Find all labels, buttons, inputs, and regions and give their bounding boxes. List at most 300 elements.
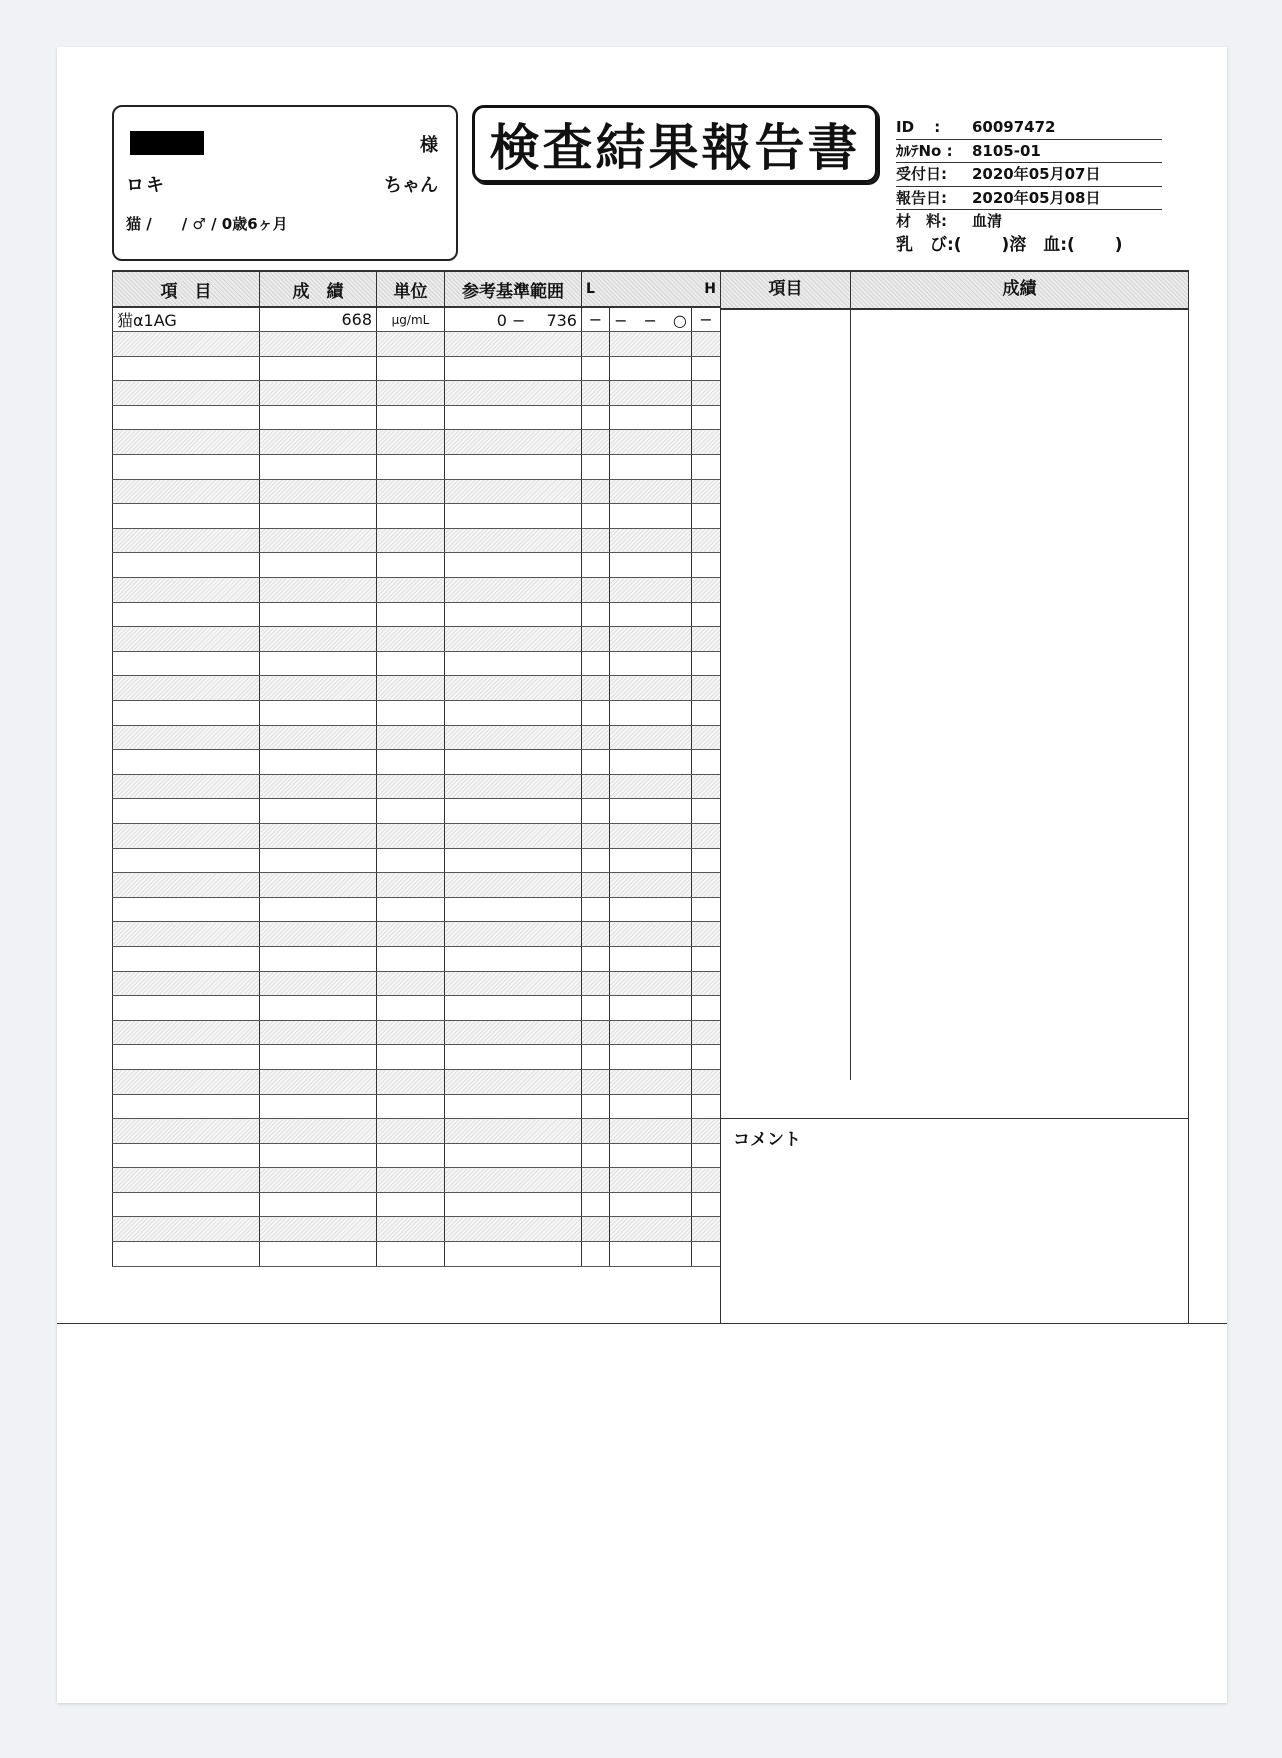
table-row bbox=[113, 578, 721, 603]
empty-cell bbox=[692, 1094, 721, 1119]
empty-cell bbox=[377, 1192, 445, 1217]
redacted-owner-name bbox=[130, 131, 204, 155]
empty-cell bbox=[377, 381, 445, 406]
table-row bbox=[113, 1192, 721, 1217]
empty-cell bbox=[377, 799, 445, 824]
empty-cell bbox=[692, 553, 721, 578]
side-header bbox=[721, 272, 1188, 310]
empty-cell bbox=[692, 1143, 721, 1168]
report-meta bbox=[896, 116, 1162, 234]
empty-cell bbox=[113, 1020, 260, 1045]
empty-cell bbox=[692, 332, 721, 357]
empty-cell bbox=[445, 971, 582, 996]
empty-cell bbox=[113, 1045, 260, 1070]
empty-cell bbox=[692, 479, 721, 504]
empty-cell bbox=[445, 1242, 582, 1267]
empty-cell bbox=[582, 1020, 610, 1045]
empty-cell bbox=[445, 922, 582, 947]
empty-cell bbox=[260, 1045, 377, 1070]
empty-cell bbox=[610, 504, 692, 529]
results-table bbox=[112, 270, 721, 1267]
empty-cell bbox=[260, 430, 377, 455]
empty-cell bbox=[445, 381, 582, 406]
table-row bbox=[113, 430, 721, 455]
meta-label: 報告日: bbox=[896, 188, 947, 207]
empty-cell bbox=[582, 823, 610, 848]
empty-cell bbox=[377, 479, 445, 504]
empty-cell bbox=[445, 578, 582, 603]
empty-cell bbox=[582, 971, 610, 996]
empty-cell bbox=[692, 725, 721, 750]
lipemia-hemolysis: 乳 び:( )溶 血:( ) bbox=[896, 235, 1123, 255]
empty-cell bbox=[377, 332, 445, 357]
table-row bbox=[113, 799, 721, 824]
empty-cell bbox=[445, 750, 582, 775]
table-row bbox=[113, 1020, 721, 1045]
meta-value: 血清 bbox=[972, 212, 1003, 230]
empty-cell bbox=[692, 996, 721, 1021]
table-row bbox=[113, 971, 721, 996]
empty-cell bbox=[113, 405, 260, 430]
empty-cell bbox=[610, 528, 692, 553]
empty-cell bbox=[260, 774, 377, 799]
empty-cell bbox=[113, 553, 260, 578]
empty-cell bbox=[582, 1069, 610, 1094]
empty-cell bbox=[610, 1168, 692, 1193]
row-result: 668 bbox=[260, 307, 377, 332]
empty-cell bbox=[377, 996, 445, 1021]
table-row bbox=[113, 676, 721, 701]
empty-cell bbox=[260, 1242, 377, 1267]
empty-cell bbox=[692, 922, 721, 947]
table-row bbox=[113, 455, 721, 480]
table-row bbox=[113, 996, 721, 1021]
empty-cell bbox=[445, 1094, 582, 1119]
empty-cell bbox=[377, 1119, 445, 1144]
empty-cell bbox=[445, 799, 582, 824]
side-body bbox=[721, 310, 1188, 1080]
table-row bbox=[113, 553, 721, 578]
empty-cell bbox=[113, 701, 260, 726]
meta-label: ｶﾙﾃNo : bbox=[896, 141, 953, 160]
empty-cell bbox=[610, 627, 692, 652]
pet-suffix: ちゃん bbox=[384, 175, 438, 196]
table-row bbox=[113, 651, 721, 676]
empty-cell bbox=[113, 676, 260, 701]
empty-cell bbox=[610, 602, 692, 627]
empty-cell bbox=[377, 750, 445, 775]
empty-cell bbox=[582, 1192, 610, 1217]
empty-cell bbox=[113, 1168, 260, 1193]
table-row bbox=[113, 848, 721, 873]
table-row bbox=[113, 356, 721, 381]
empty-cell bbox=[445, 627, 582, 652]
empty-cell bbox=[582, 405, 610, 430]
row-item: 猫α1AG bbox=[113, 307, 260, 332]
report-title-box bbox=[472, 105, 878, 183]
empty-cell bbox=[377, 651, 445, 676]
empty-cell bbox=[377, 1242, 445, 1267]
empty-cell bbox=[377, 873, 445, 898]
empty-cell bbox=[610, 1020, 692, 1045]
empty-cell bbox=[610, 946, 692, 971]
empty-cell bbox=[377, 1069, 445, 1094]
empty-cell bbox=[445, 1045, 582, 1070]
table-row bbox=[113, 504, 721, 529]
empty-cell bbox=[260, 971, 377, 996]
table-row bbox=[113, 1119, 721, 1144]
empty-cell bbox=[260, 553, 377, 578]
empty-cell bbox=[582, 504, 610, 529]
empty-cell bbox=[377, 823, 445, 848]
empty-cell bbox=[582, 1168, 610, 1193]
row-range: 0 − 736 bbox=[445, 307, 582, 332]
empty-cell bbox=[113, 1069, 260, 1094]
results-header-row bbox=[113, 271, 721, 307]
table-row bbox=[113, 701, 721, 726]
row-indicator: − − ○ bbox=[610, 307, 692, 332]
empty-cell bbox=[582, 553, 610, 578]
table-row bbox=[113, 750, 721, 775]
empty-cell bbox=[692, 627, 721, 652]
side-header-result: 成績 bbox=[1002, 279, 1037, 299]
empty-cell bbox=[260, 922, 377, 947]
empty-cell bbox=[377, 602, 445, 627]
empty-cell bbox=[582, 774, 610, 799]
empty-cell bbox=[113, 332, 260, 357]
empty-cell bbox=[377, 946, 445, 971]
empty-cell bbox=[445, 479, 582, 504]
comment-area bbox=[721, 1118, 1188, 1325]
empty-cell bbox=[610, 332, 692, 357]
empty-cell bbox=[692, 1192, 721, 1217]
empty-cell bbox=[377, 1020, 445, 1045]
empty-cell bbox=[610, 1143, 692, 1168]
empty-cell bbox=[377, 774, 445, 799]
empty-cell bbox=[445, 651, 582, 676]
empty-cell bbox=[445, 1217, 582, 1242]
empty-cell bbox=[260, 651, 377, 676]
empty-cell bbox=[692, 1045, 721, 1070]
empty-cell bbox=[610, 897, 692, 922]
empty-cell bbox=[582, 1217, 610, 1242]
empty-cell bbox=[610, 1094, 692, 1119]
empty-cell bbox=[692, 823, 721, 848]
empty-cell bbox=[113, 651, 260, 676]
empty-cell bbox=[692, 848, 721, 873]
empty-cell bbox=[445, 897, 582, 922]
table-row bbox=[113, 1217, 721, 1242]
empty-cell bbox=[445, 1119, 582, 1144]
table-row bbox=[113, 307, 721, 332]
empty-cell bbox=[582, 873, 610, 898]
empty-cell bbox=[610, 578, 692, 603]
meta-row-id bbox=[896, 116, 1162, 140]
table-row bbox=[113, 332, 721, 357]
table-row bbox=[113, 1242, 721, 1267]
empty-cell bbox=[610, 356, 692, 381]
meta-label: 受付日: bbox=[896, 165, 947, 183]
empty-cell bbox=[445, 996, 582, 1021]
table-row bbox=[113, 725, 721, 750]
header-item: 項 目 bbox=[113, 271, 260, 307]
row-unit: μg/mL bbox=[377, 307, 445, 332]
empty-cell bbox=[692, 356, 721, 381]
empty-cell bbox=[113, 873, 260, 898]
empty-cell bbox=[610, 1242, 692, 1267]
empty-cell bbox=[445, 1069, 582, 1094]
row-low-flag: − bbox=[582, 307, 610, 332]
empty-cell bbox=[692, 971, 721, 996]
empty-cell bbox=[113, 774, 260, 799]
empty-cell bbox=[582, 430, 610, 455]
table-row bbox=[113, 405, 721, 430]
empty-cell bbox=[377, 848, 445, 873]
empty-cell bbox=[692, 430, 721, 455]
empty-cell bbox=[610, 651, 692, 676]
empty-cell bbox=[582, 651, 610, 676]
empty-cell bbox=[445, 553, 582, 578]
empty-cell bbox=[610, 1217, 692, 1242]
empty-cell bbox=[582, 528, 610, 553]
header-lh bbox=[582, 271, 721, 307]
empty-cell bbox=[692, 1020, 721, 1045]
empty-cell bbox=[582, 479, 610, 504]
empty-cell bbox=[260, 455, 377, 480]
empty-cell bbox=[582, 725, 610, 750]
table-row bbox=[113, 381, 721, 406]
empty-cell bbox=[582, 848, 610, 873]
table-row bbox=[113, 627, 721, 652]
row-high-flag: − bbox=[692, 307, 721, 332]
empty-cell bbox=[692, 405, 721, 430]
empty-cell bbox=[582, 381, 610, 406]
empty-cell bbox=[610, 996, 692, 1021]
empty-cell bbox=[582, 676, 610, 701]
empty-cell bbox=[113, 479, 260, 504]
empty-cell bbox=[610, 823, 692, 848]
table-row bbox=[113, 823, 721, 848]
empty-cell bbox=[260, 602, 377, 627]
table-row bbox=[113, 1168, 721, 1193]
empty-cell bbox=[582, 897, 610, 922]
empty-cell bbox=[260, 946, 377, 971]
empty-cell bbox=[113, 602, 260, 627]
empty-cell bbox=[377, 1168, 445, 1193]
empty-cell bbox=[260, 996, 377, 1021]
empty-cell bbox=[445, 1168, 582, 1193]
empty-cell bbox=[692, 381, 721, 406]
table-row bbox=[113, 528, 721, 553]
empty-cell bbox=[445, 430, 582, 455]
empty-cell bbox=[113, 848, 260, 873]
report-title: 検査結果報告書 bbox=[489, 119, 861, 177]
empty-cell bbox=[260, 701, 377, 726]
empty-cell bbox=[582, 1242, 610, 1267]
side-header-item: 項目 bbox=[721, 272, 851, 308]
empty-cell bbox=[113, 922, 260, 947]
empty-cell bbox=[260, 750, 377, 775]
empty-cell bbox=[260, 504, 377, 529]
empty-cell bbox=[113, 1119, 260, 1144]
empty-cell bbox=[692, 774, 721, 799]
empty-cell bbox=[692, 1119, 721, 1144]
empty-cell bbox=[692, 651, 721, 676]
empty-cell bbox=[610, 873, 692, 898]
empty-cell bbox=[260, 1020, 377, 1045]
meta-label: 材 料: bbox=[896, 212, 947, 230]
empty-cell bbox=[377, 971, 445, 996]
empty-cell bbox=[610, 774, 692, 799]
empty-cell bbox=[113, 627, 260, 652]
empty-cell bbox=[610, 405, 692, 430]
empty-cell bbox=[113, 971, 260, 996]
empty-cell bbox=[113, 1242, 260, 1267]
empty-cell bbox=[445, 823, 582, 848]
empty-cell bbox=[610, 553, 692, 578]
empty-cell bbox=[260, 823, 377, 848]
empty-cell bbox=[377, 553, 445, 578]
empty-cell bbox=[377, 897, 445, 922]
empty-cell bbox=[377, 676, 445, 701]
empty-cell bbox=[445, 528, 582, 553]
empty-cell bbox=[610, 479, 692, 504]
empty-cell bbox=[260, 1192, 377, 1217]
empty-cell bbox=[582, 750, 610, 775]
empty-cell bbox=[445, 405, 582, 430]
empty-cell bbox=[260, 356, 377, 381]
empty-cell bbox=[582, 356, 610, 381]
empty-cell bbox=[113, 823, 260, 848]
empty-cell bbox=[610, 430, 692, 455]
empty-cell bbox=[692, 750, 721, 775]
empty-cell bbox=[692, 799, 721, 824]
empty-cell bbox=[610, 1069, 692, 1094]
meta-value: 2020年05月08日 bbox=[972, 188, 1101, 207]
table-row bbox=[113, 602, 721, 627]
empty-cell bbox=[610, 922, 692, 947]
empty-cell bbox=[610, 799, 692, 824]
empty-cell bbox=[582, 627, 610, 652]
empty-cell bbox=[445, 774, 582, 799]
meta-value: 2020年05月07日 bbox=[972, 165, 1101, 183]
empty-cell bbox=[582, 455, 610, 480]
empty-cell bbox=[445, 676, 582, 701]
empty-cell bbox=[377, 627, 445, 652]
empty-cell bbox=[113, 996, 260, 1021]
empty-cell bbox=[445, 602, 582, 627]
empty-cell bbox=[377, 922, 445, 947]
table-row bbox=[113, 922, 721, 947]
empty-cell bbox=[582, 1045, 610, 1070]
empty-cell bbox=[260, 405, 377, 430]
empty-cell bbox=[260, 1143, 377, 1168]
empty-cell bbox=[377, 528, 445, 553]
empty-cell bbox=[582, 1094, 610, 1119]
empty-cell bbox=[113, 799, 260, 824]
empty-cell bbox=[692, 701, 721, 726]
empty-cell bbox=[113, 528, 260, 553]
empty-cell bbox=[113, 455, 260, 480]
empty-cell bbox=[610, 381, 692, 406]
empty-cell bbox=[582, 1119, 610, 1144]
empty-cell bbox=[445, 848, 582, 873]
empty-cell bbox=[610, 971, 692, 996]
empty-cell bbox=[445, 356, 582, 381]
empty-cell bbox=[692, 946, 721, 971]
empty-cell bbox=[692, 897, 721, 922]
table-row bbox=[113, 1069, 721, 1094]
empty-cell bbox=[445, 946, 582, 971]
empty-cell bbox=[692, 578, 721, 603]
meta-row-chart-no bbox=[896, 140, 1162, 164]
side-panel bbox=[720, 270, 1189, 1324]
empty-cell bbox=[377, 455, 445, 480]
header-result: 成 績 bbox=[260, 271, 377, 307]
meta-label: ID : bbox=[896, 118, 941, 136]
table-row bbox=[113, 1094, 721, 1119]
empty-cell bbox=[113, 750, 260, 775]
empty-cell bbox=[582, 1143, 610, 1168]
empty-cell bbox=[113, 430, 260, 455]
empty-cell bbox=[582, 996, 610, 1021]
empty-cell bbox=[260, 627, 377, 652]
empty-cell bbox=[445, 1192, 582, 1217]
empty-cell bbox=[692, 1217, 721, 1242]
meta-value: 60097472 bbox=[972, 118, 1056, 136]
table-row bbox=[113, 873, 721, 898]
empty-cell bbox=[377, 701, 445, 726]
empty-cell bbox=[610, 455, 692, 480]
empty-cell bbox=[582, 922, 610, 947]
header-low: L bbox=[586, 281, 595, 297]
empty-cell bbox=[377, 405, 445, 430]
header-high: H bbox=[704, 281, 717, 297]
empty-cell bbox=[260, 1069, 377, 1094]
empty-cell bbox=[260, 381, 377, 406]
empty-cell bbox=[692, 873, 721, 898]
pet-name: ロキ bbox=[126, 175, 166, 196]
empty-cell bbox=[692, 676, 721, 701]
empty-cell bbox=[610, 848, 692, 873]
empty-cell bbox=[610, 725, 692, 750]
comment-label: コメント bbox=[733, 1130, 801, 1150]
empty-cell bbox=[582, 701, 610, 726]
owner-honorific: 様 bbox=[420, 135, 438, 156]
empty-cell bbox=[113, 1094, 260, 1119]
empty-cell bbox=[377, 504, 445, 529]
empty-cell bbox=[260, 848, 377, 873]
empty-cell bbox=[113, 1217, 260, 1242]
empty-cell bbox=[113, 356, 260, 381]
pet-info: 猫 / / ♂ / 0歳6ヶ月 bbox=[126, 215, 288, 233]
empty-cell bbox=[377, 430, 445, 455]
empty-cell bbox=[445, 701, 582, 726]
empty-cell bbox=[377, 1217, 445, 1242]
empty-cell bbox=[692, 1069, 721, 1094]
empty-cell bbox=[377, 725, 445, 750]
empty-cell bbox=[445, 1143, 582, 1168]
empty-cell bbox=[260, 799, 377, 824]
empty-cell bbox=[610, 1045, 692, 1070]
empty-cell bbox=[445, 504, 582, 529]
empty-cell bbox=[260, 332, 377, 357]
empty-cell bbox=[610, 1192, 692, 1217]
empty-cell bbox=[377, 1094, 445, 1119]
empty-cell bbox=[377, 1143, 445, 1168]
empty-cell bbox=[610, 750, 692, 775]
patient-box bbox=[112, 105, 458, 261]
